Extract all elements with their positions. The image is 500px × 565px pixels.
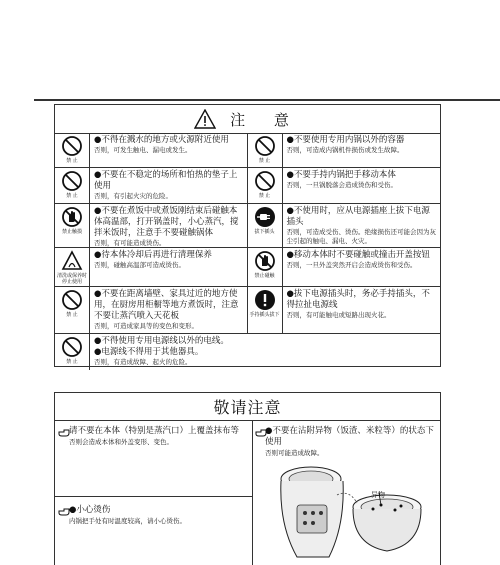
attention-title-box — [54, 392, 441, 421]
attention-item-sub: 内锅把手处有时温度较高，请小心烫伤。 — [69, 517, 186, 525]
symbol-box — [55, 287, 90, 333]
caution-item-sub: 否则，可造成家具等的变色和变形。 — [94, 322, 198, 330]
symbol-caption: 禁 止 — [258, 158, 271, 164]
caution-cell — [55, 287, 248, 333]
caution-text — [90, 204, 247, 247]
symbol-caption: 禁 止 — [66, 193, 78, 199]
caution-item-title: ●不要使用专用内锅以外的容器 — [286, 135, 405, 145]
attention-item — [265, 426, 437, 458]
caution-item-title: ●不得使用专用电源线以外的电线。 — [94, 336, 229, 346]
rice-cooker-illustration — [277, 465, 427, 565]
no-touch-icon — [254, 250, 276, 272]
symbol-caption: 拔下插头 — [254, 229, 275, 235]
caution-table — [54, 104, 441, 367]
prohibited-icon — [61, 336, 83, 358]
symbol-caption: 禁 止 — [66, 359, 78, 365]
caution-cell — [55, 334, 440, 370]
prohibited-icon — [254, 135, 276, 157]
no-touch-icon — [61, 206, 83, 228]
caution-text — [90, 133, 233, 167]
caution-item-sub: 否则，有引起火灾的危险。 — [94, 192, 172, 200]
caution-text — [283, 133, 409, 167]
caution-item-title: ●不使用时，应从电源插座上拔下电源插头 — [286, 206, 430, 227]
attention-title: 敬请注意 — [213, 398, 282, 417]
symbol-box — [248, 248, 283, 286]
symbol-box — [248, 133, 283, 167]
caution-item-sub: 否则，有造成故障、起火的危险。 — [94, 358, 192, 366]
mandatory-action-icon — [254, 289, 276, 311]
caution-item-title: ●不要在距离墙壁、家具过近的地方使用，在厨房用柜橱等地方煮饭时，注意不要让蒸汽喷入天花板 — [94, 289, 239, 321]
caution-item-title: ●不得在溅水的地方或火源附近使用 — [94, 135, 229, 145]
caution-item-title: ●不要在不稳定的场所和怕热的垫子上使用 — [94, 170, 238, 191]
caution-cell — [248, 133, 441, 167]
caution-text — [283, 168, 402, 203]
symbol-box — [55, 204, 90, 247]
caution-cell — [55, 168, 248, 203]
caution-item-sub: 否则，有可能造成烫伤。 — [94, 239, 166, 247]
prohibited-icon — [61, 170, 83, 192]
caution-item-sub: 否则，一旦锅脱落会造成烫伤和受伤。 — [286, 181, 397, 189]
caution-item-sub: 否则，碰触高温部可造成烫伤。 — [94, 261, 185, 269]
prohibited-icon — [61, 135, 83, 157]
caution-item-title: ●不要手持内锅把手移动本体 — [286, 170, 396, 180]
attention-item-title: ●小心烫伤 — [69, 505, 111, 515]
symbol-caption: 禁 止 — [66, 312, 78, 318]
caution-text — [90, 287, 247, 333]
caution-item-title: ●移动本体时不要碰触或撞击开盖按钮 — [286, 250, 430, 260]
symbol-box — [248, 204, 283, 247]
caution-row — [55, 168, 440, 204]
caution-row — [55, 287, 440, 334]
symbol-box — [55, 248, 90, 286]
attention-item — [69, 505, 251, 526]
symbol-caption: 禁 止 — [258, 193, 271, 199]
caution-text — [90, 168, 247, 203]
caution-grid — [55, 133, 440, 370]
symbol-box — [55, 334, 90, 370]
column-divider — [252, 421, 253, 565]
symbol-caption: 手持插头拔下 — [249, 312, 280, 318]
caution-triangle-icon — [61, 250, 83, 272]
warning-triangle-icon — [194, 109, 216, 129]
caution-cell — [248, 287, 441, 333]
caution-cell — [55, 204, 248, 247]
symbol-box — [248, 287, 283, 333]
caution-item-title: ●拔下电源插头时，务必手持插头，不得拉扯电源线 — [286, 289, 430, 310]
symbol-caption: 清洗或保养时停止使用 — [56, 273, 87, 285]
caution-item-title: ●待本体冷却后再进行清理保养 — [94, 250, 212, 260]
caution-cell — [55, 248, 248, 286]
caution-item-sub: 否则，可造成内锅机件损伤或发生故障。 — [286, 146, 404, 154]
caution-text — [90, 248, 216, 286]
prohibited-icon — [254, 170, 276, 192]
foreign-matter-label: 异物 — [371, 491, 385, 499]
caution-text — [283, 248, 434, 286]
caution-row — [55, 248, 440, 287]
symbol-box — [55, 133, 90, 167]
caution-cell — [248, 204, 441, 247]
attention-body — [54, 421, 441, 565]
symbol-caption: 禁 止 — [66, 158, 78, 164]
caution-item-title: ●电源线不得用于其他器具。 — [94, 347, 204, 357]
symbol-caption: 禁止触摸 — [61, 229, 82, 235]
caution-item-sub: 否则，有可能触电或短路出现火花。 — [286, 311, 391, 319]
symbol-box — [248, 168, 283, 203]
caution-row — [55, 133, 440, 168]
caution-row — [55, 334, 440, 370]
caution-title-row — [55, 105, 440, 134]
caution-item-sub: 否则，一旦外盖突然开启会造成烫伤和受伤。 — [286, 261, 417, 269]
caution-cell — [248, 168, 441, 203]
row-divider — [55, 496, 252, 497]
caution-cell — [248, 248, 441, 286]
caution-item-sub: 否则，可造成受伤、烫伤。绝缘损伤还可能会因为灰尘引起的触电、漏电、火灾。 — [286, 228, 436, 245]
attention-item-title: 请不要在本体（特别是蒸汽口）上覆盖抹布等 — [69, 426, 240, 436]
attention-item-title: ●不要在沾附异物（饭渣、米粒等）的状态下使用 — [265, 426, 434, 447]
caution-item-title: ●不要在煮饭中或煮饭刚结束后碰触本体高温部，打开锅盖时，小心蒸汽，搅拌米饭时，注意手不要碰触锅体 — [94, 206, 239, 238]
attention-item-sub: 否则会造成本体和外盖变形、变色。 — [69, 438, 173, 446]
caution-text — [283, 287, 441, 333]
symbol-caption: 禁止碰触 — [254, 273, 275, 279]
attention-item — [69, 426, 251, 447]
prohibited-icon — [61, 289, 83, 311]
caution-item-sub: 否则，可发生触电、漏电或发生。 — [94, 146, 192, 154]
top-rule — [34, 99, 500, 101]
symbol-box — [55, 168, 90, 203]
caution-text — [283, 204, 441, 247]
unplug-icon — [254, 206, 276, 228]
attention-item-sub: 否则可能造成故障。 — [265, 449, 324, 457]
caution-text — [90, 334, 233, 370]
caution-row — [55, 204, 440, 248]
caution-cell — [55, 133, 248, 167]
caution-title: 注 意 — [230, 110, 301, 129]
